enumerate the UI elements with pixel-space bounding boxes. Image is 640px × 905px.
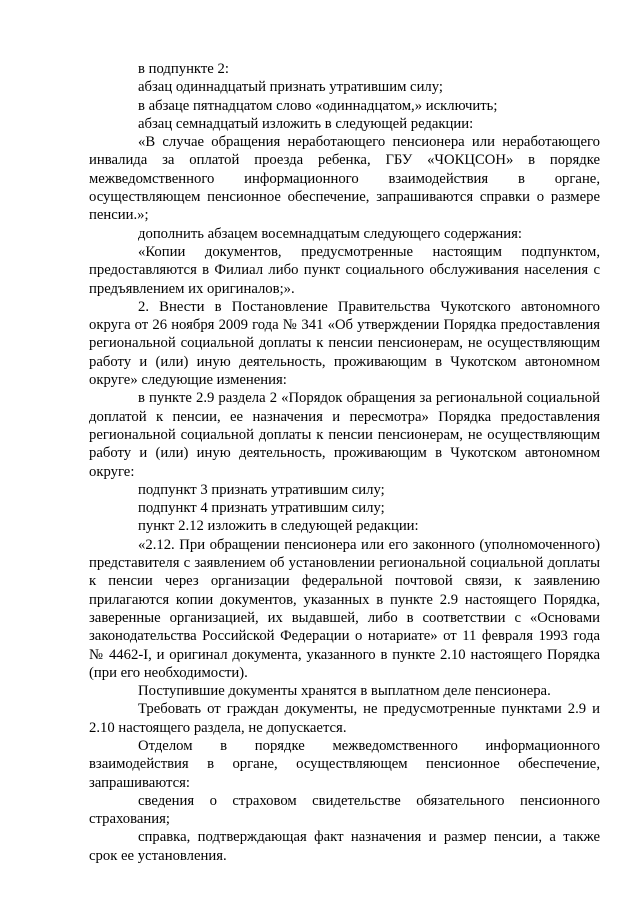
paragraph-insurance-info: сведения о страховом свидетельстве обязательного пенсионного страхования;	[89, 792, 600, 828]
paragraph-quote-pension: «В случае обращения неработающего пенсионера или неработающего инвалида за оплатой проезда ребенка, ГБУ «ЧОКЦСОН» в порядке межведомственного информационного взаимодействия в органе, осуществляющем пенсионное обеспечение, запрашиваются справки о размере пенсии.»;	[89, 134, 600, 224]
paragraph-point-2-12: пункт 2.12 изложить в следующей редакции:	[138, 518, 419, 535]
paragraph-item-2: 2. Внести в Постановление Правительства Чукотского автономного округа от 26 ноября 2009 года № 341 «Об утверждении Порядка предоставления региональной социальной доплаты к пенсии пенсионерам, не осуществляющим работу и (или) иную деятельность, проживающим в Чукотском автономном округе» следующие изменения:	[89, 298, 600, 389]
paragraph-department-requests: Отделом в порядке межведомственного информационного взаимодействия в органе, осуществляющем пенсионное обеспечение, запрашиваются:	[89, 737, 600, 791]
paragraph-subpoint-4: подпункт 4 признать утратившим силу;	[138, 500, 385, 517]
paragraph-not-allowed: Требовать от граждан документы, не предусмотренные пунктами 2.9 и 2.10 настоящего раздела, не допускается.	[89, 701, 600, 736]
paragraph-point-2-9: в пункте 2.9 раздела 2 «Порядок обращения за региональной социальной доплатой к пенсии, ее назначения и пересмотра» Порядка предоставления региональной социальной доплаты к пенсии пенсионерам, не осуществляющим работу и (или) иную деятельность, проживающим в Чукотском автономном округе:	[89, 390, 600, 480]
document-page	[89, 60, 600, 865]
paragraph-abzats-15: в абзаце пятнадцатом слово «одиннадцатом,» исключить;	[138, 97, 498, 114]
paragraph-quote-copies: «Копии документов, предусмотренные настоящим подпунктом, предоставляются в Филиал либо пункт социального обслуживания населения с предъявлением их оригиналов;».	[89, 243, 600, 297]
paragraph-quote-2-12: «2.12. При обращении пенсионера или его законного (уполномоченного) представителя с заявлением об установлении региональной социальной доплаты к пенсии через организации федеральной почтовой связи, к заявлению прилагаются копии документов, указанных в пункте 2.9 настоящего Порядка, заверенные организацией, их выдавшей, либо в соответствии с «Основами законодательства Российской Федерации о нотариате» от 11 февраля 1993 года № 4462-I, и оригинал документа, указанного в пункте 2.10 настоящего Порядка (при его необходимости).	[89, 536, 600, 681]
paragraph-abzats-18: дополнить абзацем восемнадцатым следующего содержания:	[138, 225, 522, 242]
paragraph-subpoint-2: в подпункте 2:	[138, 61, 229, 77]
paragraph-pension-certificate: справка, подтверждающая факт назначения и размер пенсии, а также срок ее установления.	[89, 829, 600, 864]
paragraph-abzats-11: абзац одиннадцатый признать утратившим силу;	[138, 79, 443, 96]
paragraph-documents-stored: Поступившие документы хранятся в выплатном деле пенсионера.	[138, 683, 551, 700]
paragraph-abzats-17: абзац семнадцатый изложить в следующей редакции:	[138, 115, 474, 132]
paragraph-subpoint-3: подпункт 3 признать утратившим силу;	[138, 481, 385, 498]
